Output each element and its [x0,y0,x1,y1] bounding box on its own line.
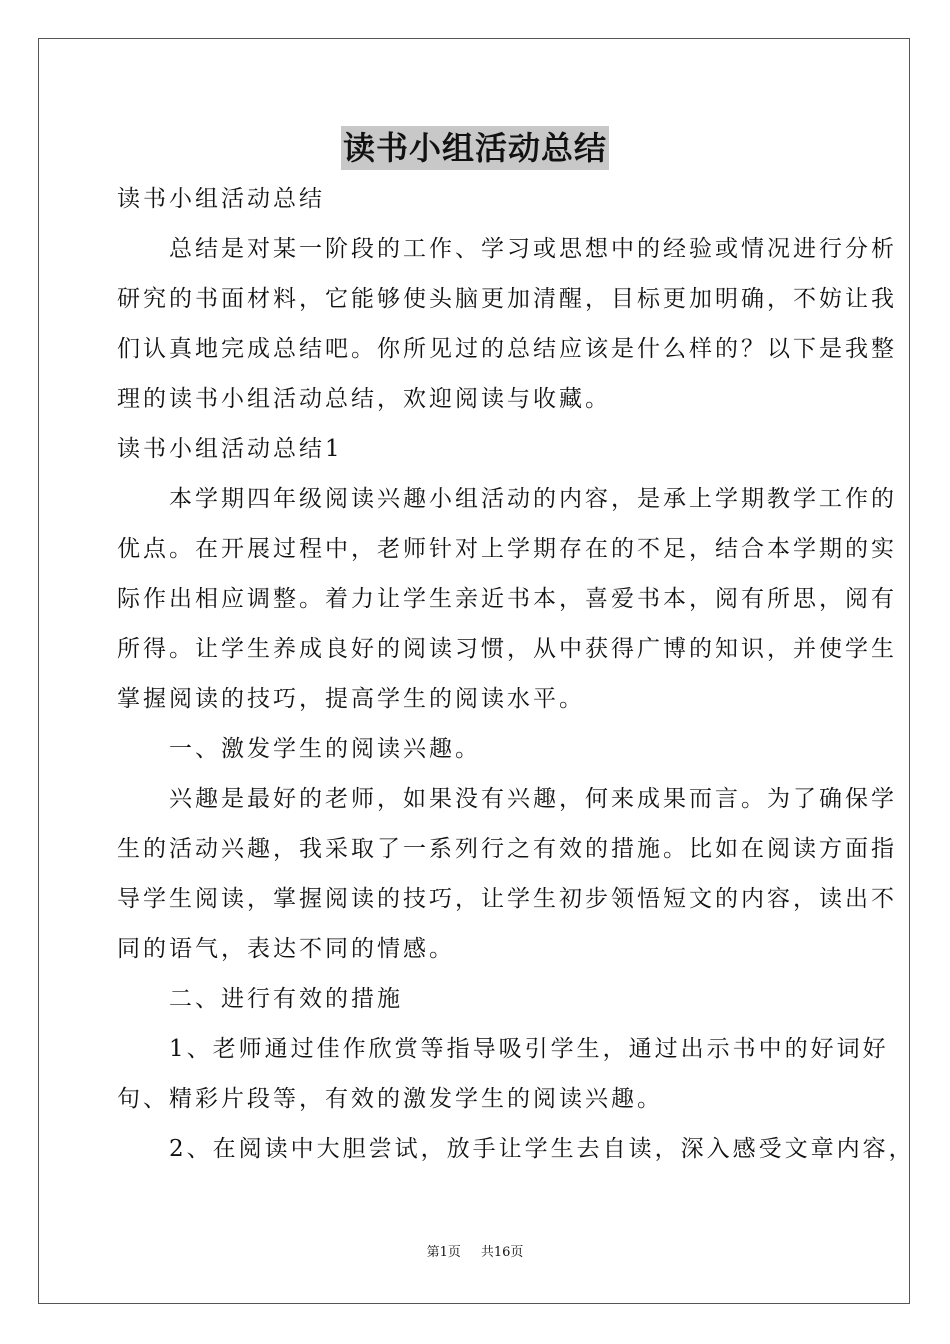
paragraph-line: 兴趣是最好的老师，如果没有兴趣，何来成果而言。为了确保学 [117,786,897,812]
paragraph-line: 所得。让学生养成良好的阅读习惯，从中获得广博的知识，并使学生 [117,636,897,662]
page-total: 共16页 [480,1245,524,1260]
page-number: 第1页 [426,1245,461,1260]
paragraph-line: 句、精彩片段等，有效的激发学生的阅读兴趣。 [117,1086,663,1112]
paragraph-line: 1、老师通过佳作欣赏等指导吸引学生，通过出示书中的好词好 [117,1036,889,1062]
page-footer [0,1244,950,1262]
title-container [0,126,950,170]
paragraph-line: 掌握阅读的技巧，提高学生的阅读水平。 [117,686,585,712]
paragraph-line: 生的活动兴趣，我采取了一系列行之有效的措施。比如在阅读方面指 [117,836,897,862]
section-heading: 读书小组活动总结1 [117,436,343,462]
paragraph-line: 本学期四年级阅读兴趣小组活动的内容，是承上学期教学工作的 [117,486,897,512]
section-heading: 读书小组活动总结 [117,186,325,212]
paragraph-line: 优点。在开展过程中，老师针对上学期存在的不足，结合本学期的实 [117,536,897,562]
document-title: 读书小组活动总结 [341,126,609,170]
paragraph-line: 总结是对某一阶段的工作、学习或思想中的经验或情况进行分析 [117,236,897,262]
subheading: 一、激发学生的阅读兴趣。 [117,736,481,762]
page-border [38,38,910,1304]
paragraph-line: 们认真地完成总结吧。你所见过的总结应该是什么样的？以下是我整 [117,336,897,362]
paragraph-line: 研究的书面材料，它能够使头脑更加清醒，目标更加明确，不妨让我 [117,286,897,312]
paragraph-line: 际作出相应调整。着力让学生亲近书本，喜爱书本，阅有所思，阅有 [117,586,897,612]
paragraph-line: 2、在阅读中大胆尝试，放手让学生去自读，深入感受文章内容， [117,1136,915,1162]
paragraph-line: 导学生阅读，掌握阅读的技巧，让学生初步领悟短文的内容，读出不 [117,886,897,912]
paragraph-line: 理的读书小组活动总结，欢迎阅读与收藏。 [117,386,611,412]
subheading: 二、进行有效的措施 [117,986,403,1012]
paragraph-line: 同的语气，表达不同的情感。 [117,936,455,962]
